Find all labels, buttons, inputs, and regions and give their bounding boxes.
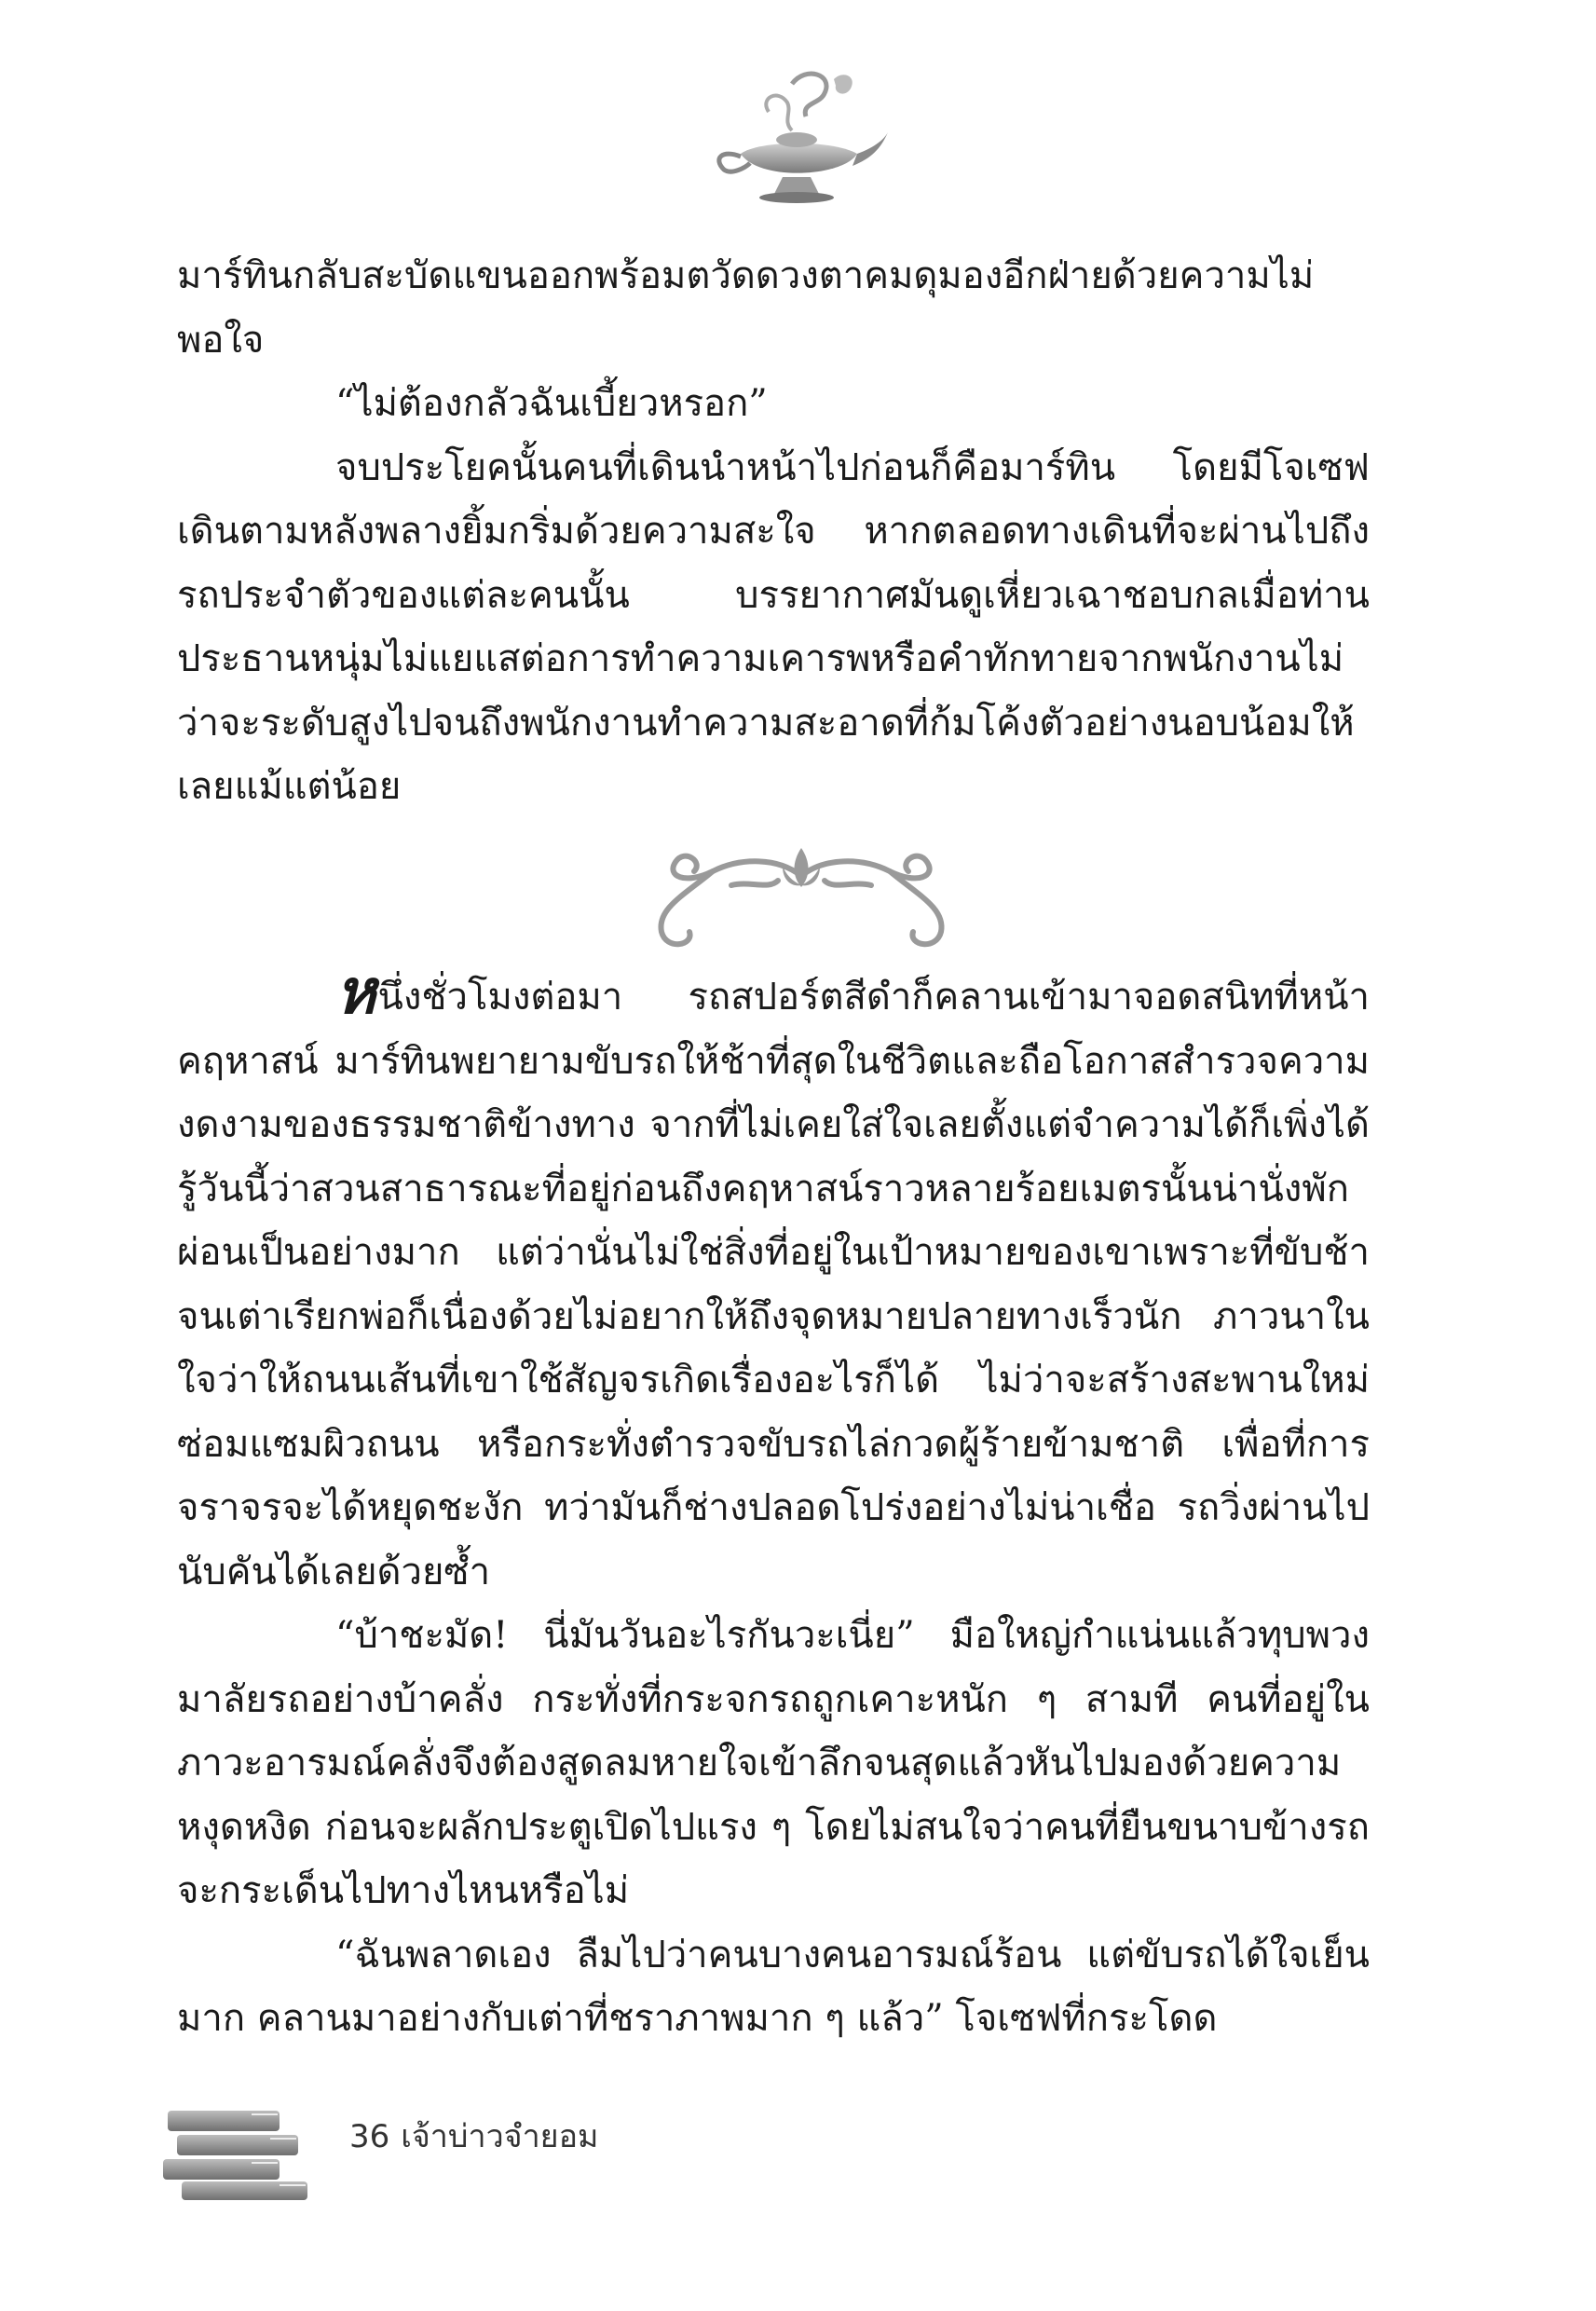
page-footer [349, 2111, 609, 2161]
paragraph: “ไม่ต้องกลัวฉันเบี้ยวหรอก” [335, 382, 768, 425]
paragraph: “ฉันพลาดเอง ลืมไปว่าคนบางคนอารมณ์ร้อน แต่ขับรถได้ใจเย็นมาก คลานมาอย่างกับเต่าที่ชราภาพมาก ๆ แล้ว” โจเซฟที่กระโดด [177, 1933, 1370, 2040]
paragraph: มาร์ทินกลับสะบัดแขนออกพร้อมตวัดดวงตาคมดุมองอีกฝ่ายด้วยความไม่พอใจ [177, 254, 1315, 362]
paragraph-text: นึ่งชั่วโมงต่อมา รถสปอร์ตสีดำก็คลานเข้ามาจอดสนิทที่หน้าคฤหาสน์ มาร์ทินพยายามขับรถให้ช้าที่สุดในชีวิตและถือโอกาสสำรวจความงดงามของธรรมชาติข้างทาง จากที่ไม่เคยใส่ใจเลยตั้งแต่จำความได้ก็เพิ่งได้รู้วันนี้ว่าสวนสาธารณะที่อยู่ก่อนถึงคฤหาสน์ราวหลายร้อยเมตรนั้นน่านั่งพักผ่อนเป็นอย่างมาก แต่ว่านั่นไม่ใช่สิ่งที่อยู่ในเป้าหมายของเขาเพราะที่ขับช้าจนเต่าเรียกพ่อก็เนื่องด้วยไม่อยากให้ถึงจุดหมายปลายทางเร็วนัก ภาวนาในใจว่าให้ถนนเส้นที่เขาใช้สัญจรเกิดเรื่องอะไรก็ได้ ไม่ว่าจะสร้างสะพานใหม่ ซ่อมแซมผิวถนน หรือกระทั่งตำรวจขับรถไล่กวดผู้ร้ายข้ามชาติ เพื่อที่การจราจรจะได้หยุดชะงัก ทว่ามันก็ช่างปลอดโปร่งอย่างไม่น่าเชื่อ รถวิ่งผ่านไปนับคันได้เลยด้วยซ้ำ [177, 976, 1370, 1593]
drop-cap: ห [335, 959, 376, 1027]
paragraph [177, 959, 1370, 1604]
genie-lamp-icon [703, 65, 890, 214]
stacked-books-icon [158, 2101, 317, 2204]
scroll-ornament-icon [648, 839, 955, 960]
paragraph: จบประโยคนั้นคนที่เดินนำหน้าไปก่อนก็คือมาร์ทิน โดยมีโจเซฟเดินตามหลังพลางยิ้มกริ่มด้วยความสะใจ หากตลอดทางเดินที่จะผ่านไปถึงรถประจำตัวของแต่ละคนนั้น บรรยากาศมันดูเหี่ยวเฉาชอบกลเมื่อท่านประธานหนุ่มไม่แยแสต่อการทำความเคารพหรือคำทักทายจากพนักงานไม่ว่าจะระดับสูงไปจนถึงพนักงานทำความสะอาดที่ก้มโค้งตัวอย่างนอบน้อมให้เลยแม้แต่น้อย [177, 445, 1370, 808]
book-title: เจ้าบ่าวจำยอม [401, 2118, 599, 2155]
text-section-2 [177, 959, 1370, 2051]
text-section-1 [177, 244, 1370, 819]
paragraph: “บ้าชะมัด! นี่มันวันอะไรกันวะเนี่ย” มือใหญ่กำแน่นแล้วทุบพวงมาลัยรถอย่างบ้าคลั่ง กระทั่งที่กระจกรถถูกเคาะหนัก ๆ สามที คนที่อยู่ในภาวะอารมณ์คลั่งจึงต้องสูดลมหายใจเข้าลึกจนสุดแล้วหันไปมองด้วยความหงุดหงิด ก่อนจะผลักประตูเปิดไปแรง ๆ โดยไม่สนใจว่าคนที่ยืนขนาบข้างรถจะกระเด็นไปทางไหนหรือไม่ [177, 1614, 1370, 1912]
page-number: 36 [349, 2118, 390, 2155]
